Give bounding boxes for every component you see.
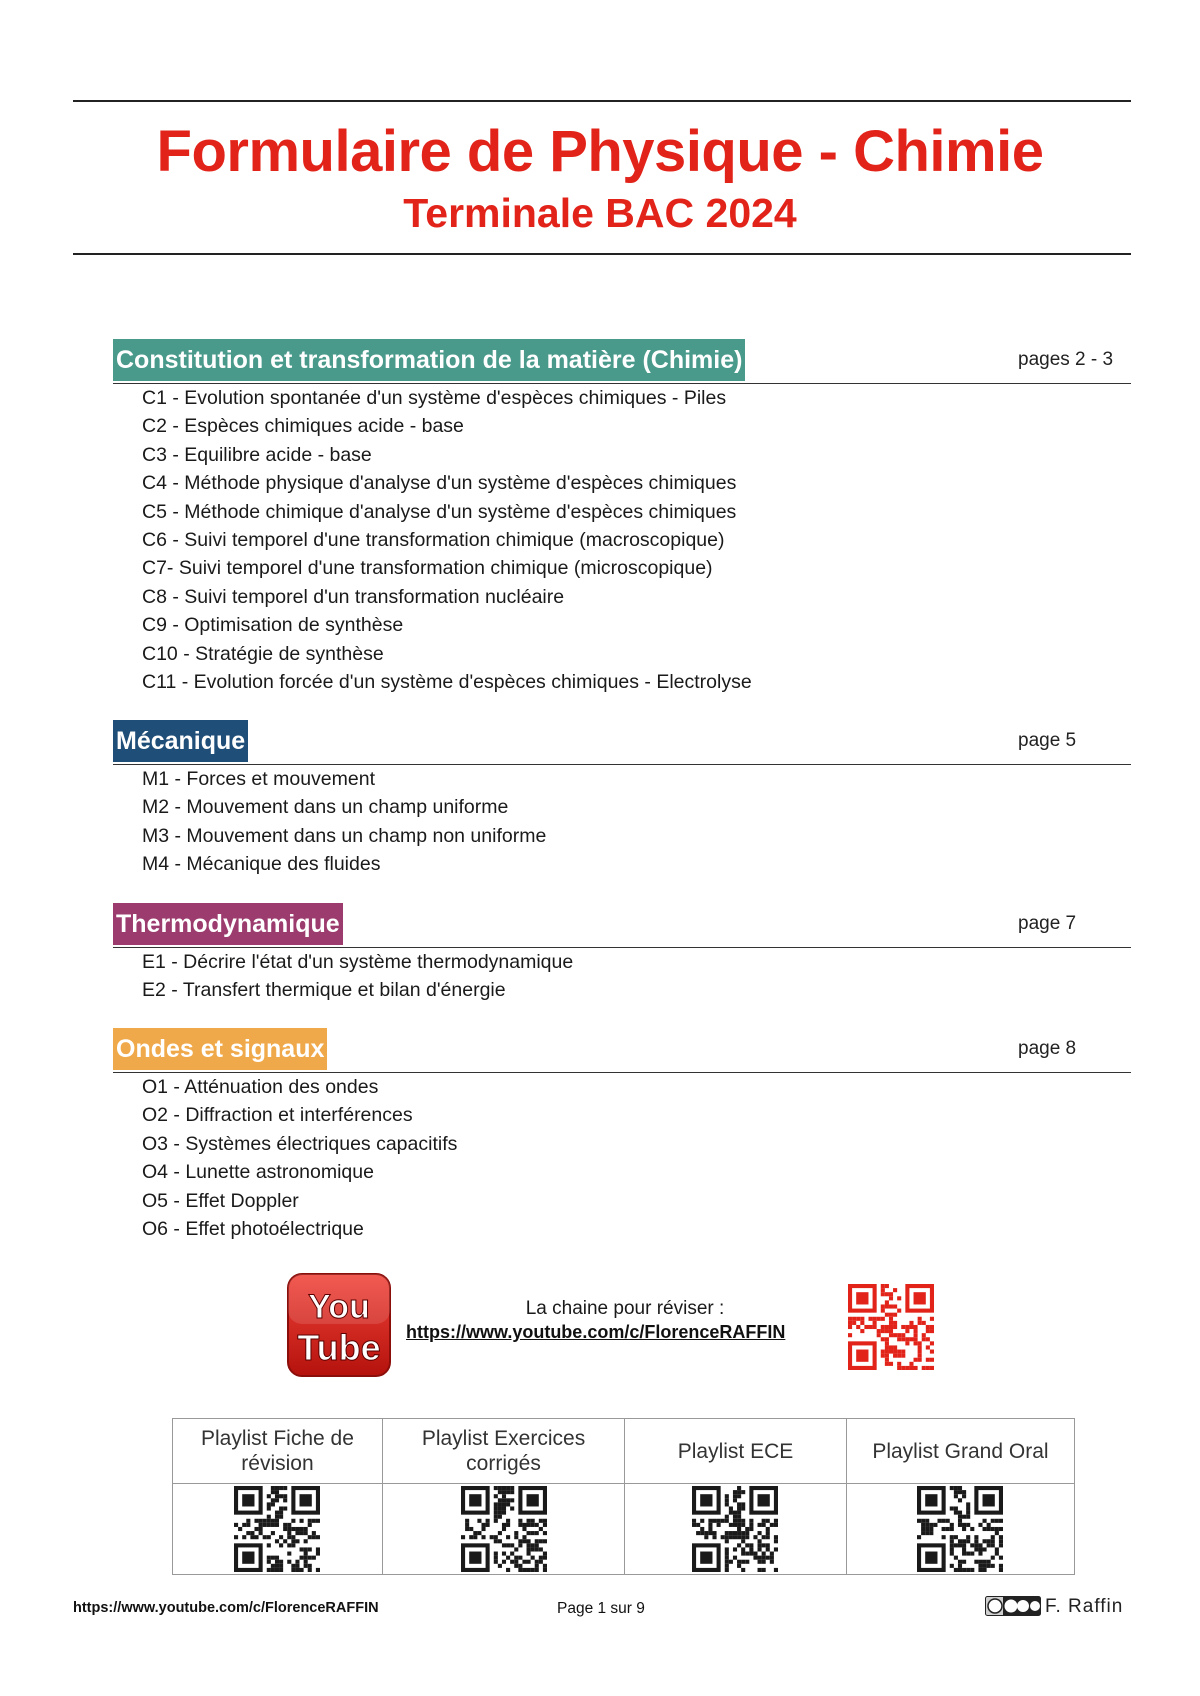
section-title: Ondes et signaux xyxy=(113,1028,327,1070)
list-item: O2 - Diffraction et interférences xyxy=(142,1104,413,1127)
playlist-fiche-label: Playlist Fiche de révision xyxy=(173,1419,383,1484)
section-title: Constitution et transformation de la matière (Chimie) xyxy=(113,339,745,381)
title-rule xyxy=(73,253,1131,255)
section-mecanique xyxy=(113,720,1131,879)
page-title: Formulaire de Physique - Chimie xyxy=(156,119,1044,184)
list-item: C4 - Méthode physique d'analyse d'un système d'espèces chimiques xyxy=(142,472,737,495)
section-pages: page 5 xyxy=(1018,730,1077,751)
channel-label: La chaine pour réviser : xyxy=(525,1298,725,1319)
page-number: Page 1 sur 9 xyxy=(557,1600,645,1617)
list-item: E1 - Décrire l'état d'un système thermodynamique xyxy=(142,951,574,973)
list-item: M2 - Mouvement dans un champ uniforme xyxy=(142,796,509,819)
playlist-fiche-qr-cell[interactable] xyxy=(173,1484,383,1575)
qr-code-icon xyxy=(917,1486,1003,1572)
list-item: E2 - Transfert thermique et bilan d'énergie xyxy=(142,979,506,1002)
list-item: O6 - Effet photoélectrique xyxy=(142,1218,364,1241)
section-chimie xyxy=(113,339,1131,696)
list-item: O4 - Lunette astronomique xyxy=(142,1161,374,1184)
section-item-list xyxy=(113,765,1131,879)
qr-code-icon xyxy=(848,1284,934,1370)
section-pages: pages 2 - 3 xyxy=(1018,349,1114,370)
page-subtitle: Terminale BAC 2024 xyxy=(403,190,797,236)
list-item: C6 - Suivi temporel d'une transformation chimique (macroscopique) xyxy=(142,529,725,552)
section-header xyxy=(113,339,1131,384)
top-rule xyxy=(73,100,1131,102)
section-item-list xyxy=(113,384,1131,696)
playlist-ece-label: Playlist ECE xyxy=(625,1419,847,1484)
youtube-logo-text-bottom: Tube xyxy=(297,1327,381,1368)
playlist-exercices-qr-cell[interactable] xyxy=(382,1484,624,1575)
author-name: F. Raffin xyxy=(1045,1596,1124,1617)
youtube-logo-text-top: You xyxy=(308,1288,370,1326)
qr-code-icon xyxy=(234,1486,320,1572)
footer-link[interactable]: https://www.youtube.com/c/FlorenceRAFFIN xyxy=(73,1600,379,1616)
playlist-ece-qr-cell[interactable] xyxy=(625,1484,847,1575)
list-item: M1 - Forces et mouvement xyxy=(142,768,375,790)
playlist-exercices-label: Playlist Exercices corrigés xyxy=(382,1419,624,1484)
section-item-list xyxy=(113,948,1131,1005)
section-title: Thermodynamique xyxy=(113,903,343,945)
section-header xyxy=(113,903,1131,948)
list-item: C7- Suivi temporel d'une transformation chimique (microscopique) xyxy=(142,557,713,580)
list-item: O1 - Atténuation des ondes xyxy=(142,1076,379,1098)
list-item: O3 - Systèmes électriques capacitifs xyxy=(142,1132,458,1155)
section-header xyxy=(113,720,1131,765)
section-title: Mécanique xyxy=(113,720,248,762)
list-item: C8 - Suivi temporel d'un transformation nucléaire xyxy=(142,585,565,608)
section-header xyxy=(113,1028,1131,1073)
section-pages: page 7 xyxy=(1018,913,1077,934)
list-item: C2 - Espèces chimiques acide - base xyxy=(142,415,464,438)
section-item-list xyxy=(113,1073,1131,1243)
qr-code-icon xyxy=(461,1486,547,1572)
list-item: M3 - Mouvement dans un champ non uniforme xyxy=(142,824,547,847)
section-pages: page 8 xyxy=(1018,1038,1077,1059)
list-item: O5 - Effet Doppler xyxy=(142,1189,299,1212)
playlist-table xyxy=(172,1418,1075,1575)
playlist-grand-oral-label: Playlist Grand Oral xyxy=(846,1419,1074,1484)
list-item: C11 - Evolution forcée d'un système d'espèces chimiques - Electrolyse xyxy=(142,671,752,694)
list-item: C1 - Evolution spontanée d'un système d'espèces chimiques - Piles xyxy=(142,387,727,409)
section-thermodynamique xyxy=(113,903,1131,1005)
list-item: C3 - Equilibre acide - base xyxy=(142,443,372,466)
list-item: C9 - Optimisation de synthèse xyxy=(142,614,404,637)
playlist-grand-oral-qr-cell[interactable] xyxy=(846,1484,1074,1575)
list-item: C5 - Méthode chimique d'analyse d'un système d'espèces chimiques xyxy=(142,500,737,523)
channel-link[interactable]: https://www.youtube.com/c/FlorenceRAFFIN xyxy=(406,1322,786,1342)
section-ondes xyxy=(113,1028,1131,1243)
qr-code-icon xyxy=(692,1486,778,1572)
list-item: M4 - Mécanique des fluides xyxy=(142,853,381,876)
creative-commons-icon xyxy=(985,1596,1041,1616)
youtube-logo-icon[interactable] xyxy=(286,1272,392,1378)
list-item: C10 - Stratégie de synthèse xyxy=(142,642,384,665)
